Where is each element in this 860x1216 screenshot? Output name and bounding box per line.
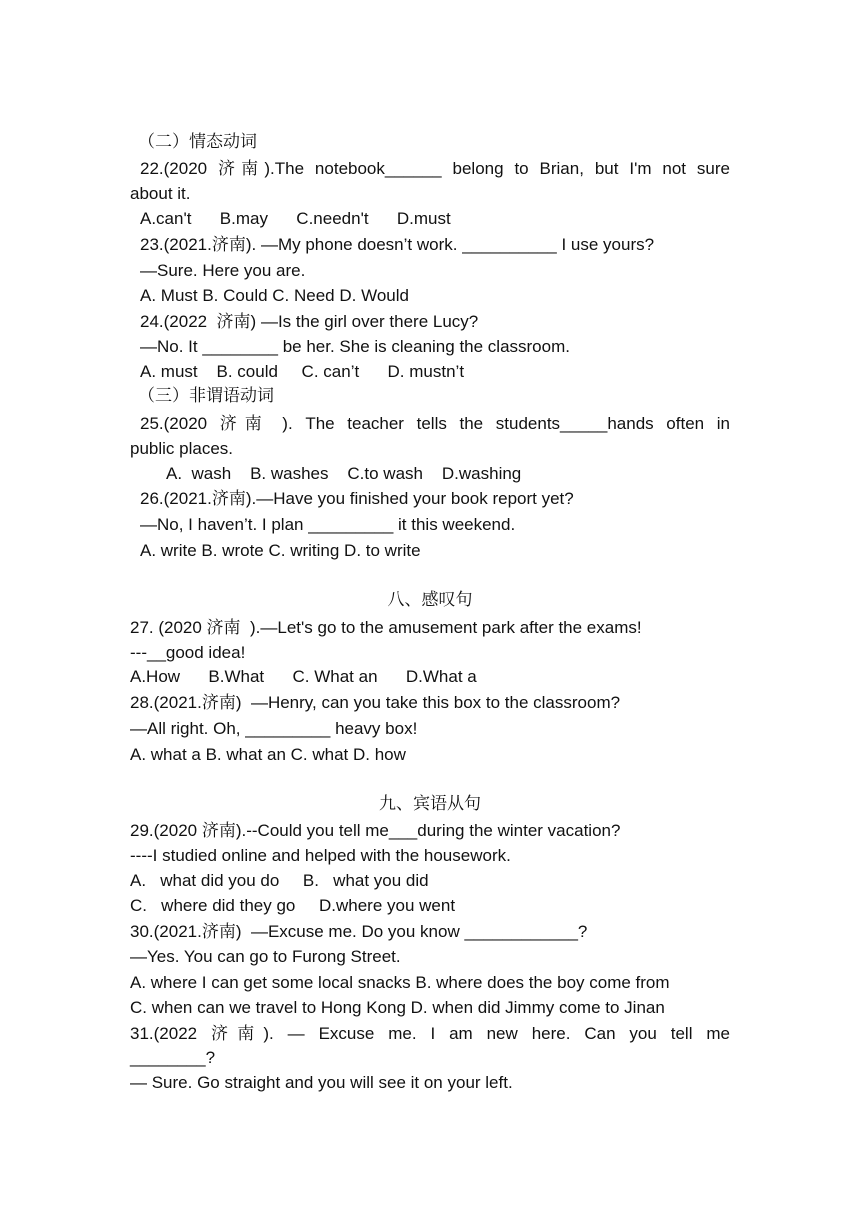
question-22-stem: 22.(2020 济南).The notebook______ belong to Brian, but I'm not sure — [140, 159, 730, 178]
section-heading-object-clauses: 九、宾语从句 — [379, 794, 481, 814]
question-28-options: A. what a B. what an C. what D. how — [130, 745, 406, 764]
question-26-options: A. write B. wrote C. writing D. to write — [140, 541, 421, 560]
question-30-options-cd: C. when can we travel to Hong Kong D. when did Jimmy come to Jinan — [130, 998, 665, 1017]
question-25-options: A. wash B. washes C.to wash D.washing — [166, 464, 522, 483]
section-heading-nonfinite-verbs: （三）非谓语动词 — [138, 386, 274, 406]
question-22-options: A.can't B.may C.needn't D.must — [140, 209, 451, 228]
question-29-reply: ----I studied online and helped with the housework. — [130, 846, 511, 865]
question-22-stem-cont: about it. — [130, 184, 191, 203]
question-24-reply: —No. It ________ be her. She is cleaning the classroom. — [140, 337, 570, 356]
question-23-stem: 23.(2021.济南). —My phone doesn’t work. __________ I use yours? — [140, 235, 655, 254]
question-30-options-ab: A. where I can get some local snacks B. where does the boy come from — [130, 973, 670, 992]
question-30-reply: —Yes. You can go to Furong Street. — [130, 947, 401, 966]
question-29-options-cd: C. where did they go D.where you went — [130, 896, 456, 915]
question-31-stem: 31.(2022 济南). — Excuse me. I am new here. Can you tell me — [130, 1024, 730, 1043]
question-25-stem: 25.(2020 济南 ). The teacher tells the students_____hands often in — [140, 414, 730, 433]
section-heading-exclamations: 八、感叹句 — [387, 590, 473, 610]
question-26-stem: 26.(2021.济南).—Have you finished your book report yet? — [140, 489, 574, 508]
question-31-stem-cont: ________? — [130, 1048, 216, 1067]
question-28-reply: —All right. Oh, _________ heavy box! — [130, 719, 418, 738]
question-25-stem-cont: public places. — [130, 439, 234, 458]
question-23-reply: —Sure. Here you are. — [140, 261, 306, 280]
question-23-options: A. Must B. Could C. Need D. Would — [140, 286, 409, 305]
question-26-reply: —No, I haven’t. I plan _________ it this weekend. — [140, 515, 516, 534]
question-29-options-ab: A. what did you do B. what you did — [130, 871, 429, 890]
question-27-reply: ---__good idea! — [130, 643, 246, 662]
question-24-options: A. must B. could C. can’t D. mustn’t — [140, 362, 465, 381]
section-heading-modal-verbs: （二）情态动词 — [138, 132, 257, 152]
question-24-stem: 24.(2022 济南) —Is the girl over there Lucy? — [140, 312, 479, 331]
question-31-reply: — Sure. Go straight and you will see it on your left. — [130, 1073, 513, 1092]
question-27-options: A.How B.What C. What an D.What a — [130, 667, 477, 686]
question-27-stem: 27. (2020 济南 ).—Let's go to the amusement park after the exams! — [130, 618, 642, 637]
question-28-stem: 28.(2021.济南) —Henry, can you take this box to the classroom? — [130, 693, 621, 712]
question-30-stem: 30.(2021.济南) —Excuse me. Do you know ____________? — [130, 922, 588, 941]
question-29-stem: 29.(2020 济南).--Could you tell me___during the winter vacation? — [130, 821, 621, 840]
